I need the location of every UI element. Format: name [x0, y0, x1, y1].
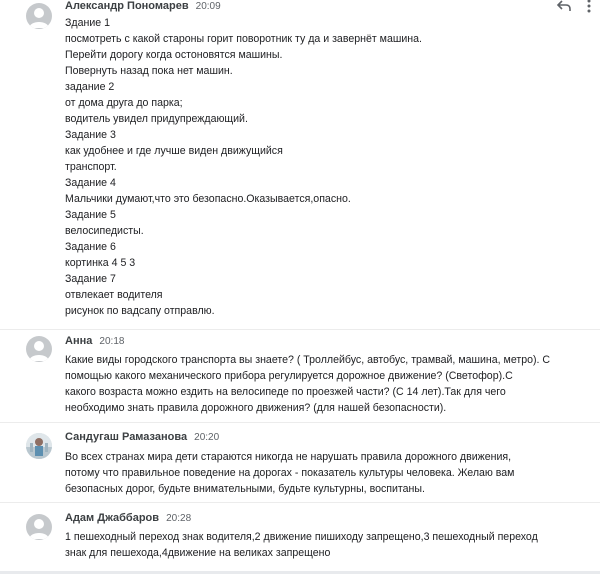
divider [0, 422, 600, 423]
comment-header [65, 429, 219, 445]
comment-timestamp: 20:28 [166, 513, 192, 524]
profile-photo-icon [26, 433, 52, 459]
avatar[interactable] [26, 3, 52, 29]
avatar[interactable] [26, 433, 52, 459]
comment-timestamp: 20:18 [99, 336, 125, 347]
more-vert-icon[interactable] [586, 0, 592, 14]
avatar[interactable] [26, 514, 52, 540]
comment-timestamp: 20:20 [194, 432, 220, 443]
divider [0, 502, 600, 503]
comment-text: 1 пешеходный переход знак водителя,2 движение пишиходу запрещено,3 пешеходный переход знак для пешехода,4движение на великах запрещено [65, 531, 538, 559]
comment-author[interactable]: Сандугаш Рамазанова [65, 431, 188, 443]
comment-header [65, 0, 221, 14]
comment-author[interactable]: Александр Пономарев [65, 0, 189, 12]
comment-header [65, 333, 124, 349]
comment-actions [556, 0, 592, 14]
person-icon [26, 336, 52, 362]
reply-icon[interactable] [556, 0, 572, 14]
comment-timestamp: 20:09 [195, 1, 221, 12]
comment-author[interactable]: Адам Джаббаров [65, 512, 160, 524]
comment-text: Какие виды городского транспорта вы знаете? ( Троллейбус, автобус, трамвай, машина, метро). С помощью какого механического прибора регулируется дорожное движение? (Светофор).С какого возраста можно ездить на велосипеде по проезжей части? (С 14 лет).Так для чего необходимо знать правила дорожного движения? (для нашей безопасности). [65, 354, 551, 414]
avatar[interactable] [26, 336, 52, 362]
comment-text: Здание 1 посмотреть с какой староны горит поворотник ту да и завернёт машина. Перейти дорогу когда остоновятся машины. Повернуть назад пока нет машин. задание 2 от дома друга до парка; водитель увидел придупреждающий. Задание 3 как удобнее и где лучше виден движущийся транспорт. Задание 4 Мальчики думают,что это безопасно.Оказывается,опасно. Задание 5 велосипедисты. Задание 6 кортинка 4 5 3 Задание 7 отвлекает водителя рисунок по вадсапу отправлю. [65, 17, 422, 317]
divider [0, 329, 600, 330]
comment-author[interactable]: Анна [65, 335, 93, 347]
comment-text: Во всех странах мира дети стараются никогда не нарушать правила дорожного движения, потому что правильное поведение на дорогах - показатель культуры человека. Желаю вам безопасных дорог, будьте внимательными, будьте культурны, воспитаны. [65, 451, 515, 495]
person-icon [26, 514, 52, 540]
comment-header [65, 510, 191, 526]
person-icon [26, 3, 52, 29]
